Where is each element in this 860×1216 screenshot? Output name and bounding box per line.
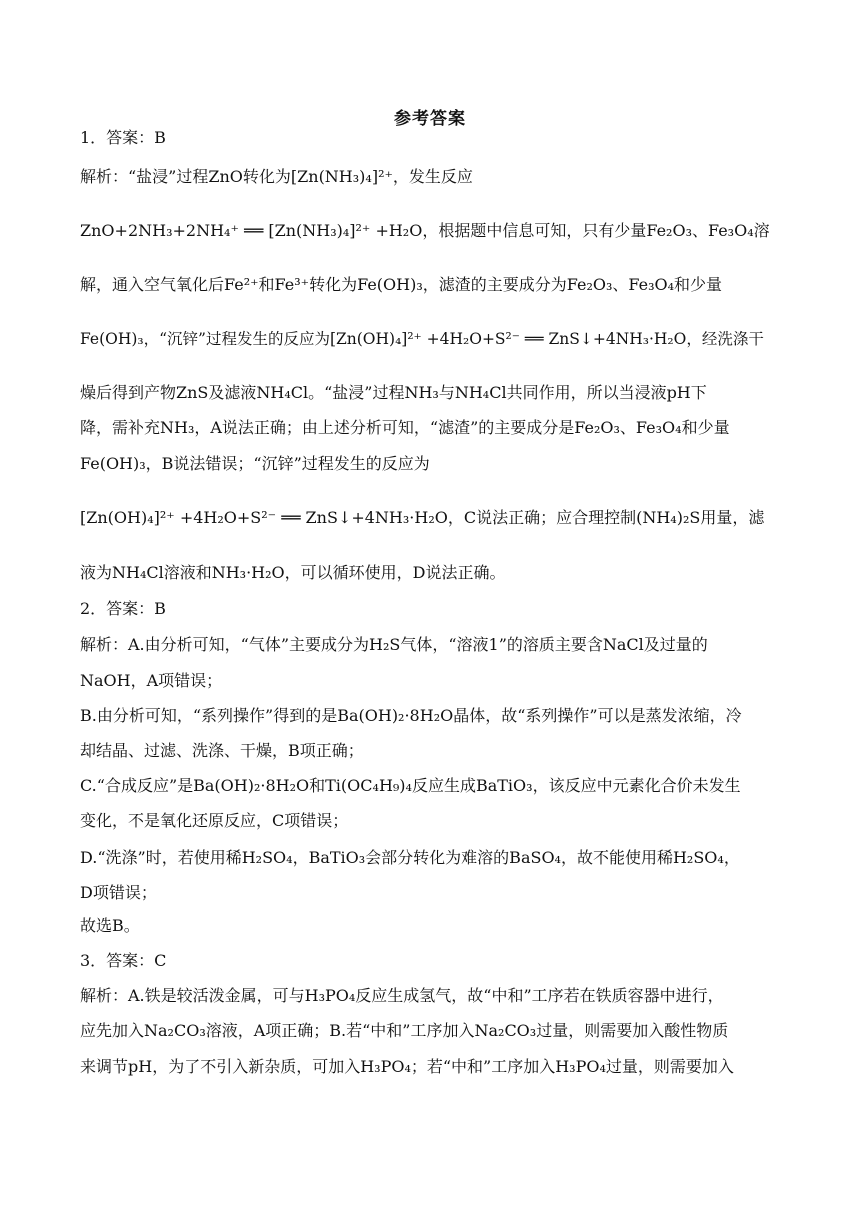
text-line: 降，需补充NH₃，A说法正确；由上述分析可知，“滤渣”的主要成分是Fe₂O₃、Fe₃O₄和少量: [80, 418, 730, 437]
text-line: [Zn(OH)₄]²⁺ +4H₂O+S²⁻ ══ ZnS↓+4NH₃·H₂O，C说法正确；应合理控制(NH₄)₂S用量，滤: [80, 508, 765, 527]
text-line: 故选B。: [80, 916, 140, 935]
text-line: NaOH，A项错误；: [80, 671, 223, 690]
text-line: 来调节pH，为了不引入新杂质，可加入H₃PO₄；若“中和”工序加入H₃PO₄过量，则需要加入: [80, 1057, 734, 1076]
text-line: 解析：A.由分析可知，“气体”主要成分为H₂S气体，“溶液1”的溶质主要含NaCl及过量的: [80, 635, 708, 654]
text-line: C.“合成反应”是Ba(OH)₂·8H₂O和Ti(OC₄H₉)₄反应生成BaTiO₃，该反应中元素化合价未发生: [80, 776, 741, 795]
text-line: 3．答案：C: [80, 951, 167, 970]
text-line: 2．答案：B: [80, 599, 166, 618]
text-line: Fe(OH)₃，B说法错误；“沉锌”过程发生的反应为: [80, 454, 430, 473]
page-title: 参考答案: [394, 109, 466, 129]
text-line: Fe(OH)₃，“沉锌”过程发生的反应为[Zn(OH)₄]²⁺ +4H₂O+S²⁻ ══ ZnS↓+4NH₃·H₂O，经洗涤干: [80, 330, 764, 348]
text-line: 却结晶、过滤、洗涤、干燥，B项正确；: [80, 741, 364, 760]
text-line: ZnO+2NH₃+2NH₄⁺ ══ [Zn(NH₃)₄]²⁺ +H₂O，根据题中信息可知，只有少量Fe₂O₃、Fe₃O₄溶: [80, 221, 770, 240]
text-line: D.“洗涤”时，若使用稀H₂SO₄，BaTiO₃会部分转化为难溶的BaSO₄，故不能使用稀H₂SO₄，: [80, 848, 740, 867]
text-line: 解析：A.铁是较活泼金属，可与H₃PO₄反应生成氢气，故“中和”工序若在铁质容器中进行，: [80, 986, 724, 1005]
text-line: 变化，不是氧化还原反应，C项错误；: [80, 811, 349, 830]
text-line: 解，通入空气氧化后Fe²⁺和Fe³⁺转化为Fe(OH)₃，滤渣的主要成分为Fe₂O₃、Fe₃O₄和少量: [80, 275, 723, 294]
text-line: 1．答案：B: [80, 128, 166, 147]
text-line: D项错误；: [80, 883, 157, 902]
text-line: 液为NH₄Cl溶液和NH₃·H₂O，可以循环使用，D说法正确。: [80, 563, 506, 582]
text-line: 燥后得到产物ZnS及滤液NH₄Cl。“盐浸”过程NH₃与NH₄Cl共同作用，所以当浸液pH下: [80, 383, 707, 402]
text-line: 应先加入Na₂CO₃溶液，A项正确；B.若“中和”工序加入Na₂CO₃过量，则需要加入酸性物质: [80, 1021, 729, 1040]
text-line: B.由分析可知，“系列操作”得到的是Ba(OH)₂·8H₂O晶体，故“系列操作”可以是蒸发浓缩，冷: [80, 706, 742, 725]
text-line: 解析：“盐浸”过程ZnO转化为[Zn(NH₃)₄]²⁺，发生反应: [80, 167, 473, 186]
